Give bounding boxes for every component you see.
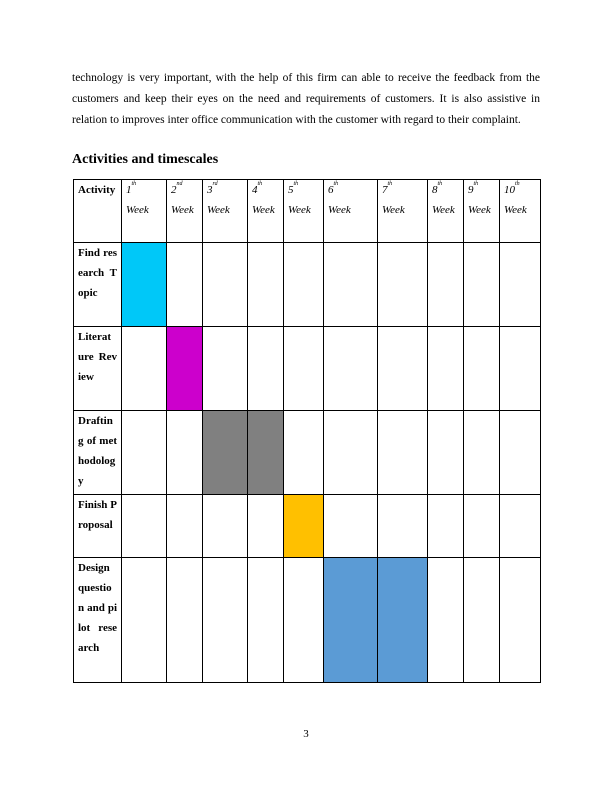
timeline-cell-week-4: [248, 327, 284, 411]
timeline-cell-week-8: [428, 327, 464, 411]
timeline-bar-week-1: [122, 243, 167, 327]
timeline-cell-week-8: [428, 558, 464, 683]
timeline-bar-week-6: [324, 558, 378, 683]
header-week-7: 7th Week: [378, 180, 428, 243]
header-week-2: 2nd Week: [167, 180, 203, 243]
timeline-cell-week-10: [500, 411, 541, 495]
timeline-bar-week-4: [248, 411, 284, 495]
timeline-cell-week-2: [167, 495, 203, 558]
timeline-cell-week-3: [203, 558, 248, 683]
timeline-cell-week-8: [428, 243, 464, 327]
header-week-8: 8th Week: [428, 180, 464, 243]
page-number: 3: [303, 728, 309, 740]
table-row: [74, 327, 541, 411]
activity-cell: Find research Topic: [74, 243, 122, 327]
table-header-row: [74, 180, 541, 243]
activity-cell: Finish Proposal: [74, 495, 122, 558]
timeline-bar-week-7: [378, 558, 428, 683]
timeline-cell-week-10: [500, 243, 541, 327]
timeline-cell-week-9: [464, 558, 500, 683]
timeline-bar-week-2: [167, 327, 203, 411]
table-row: [74, 411, 541, 495]
timeline-cell-week-5: [284, 558, 324, 683]
section-heading: Activities and timescales: [72, 152, 219, 167]
timeline-cell-week-2: [167, 243, 203, 327]
header-week-9: 9th Week: [464, 180, 500, 243]
timeline-cell-week-10: [500, 558, 541, 683]
timeline-cell-week-6: [324, 243, 378, 327]
header-week-3: 3rd Week: [203, 180, 248, 243]
timeline-cell-week-8: [428, 495, 464, 558]
timeline-cell-week-9: [464, 411, 500, 495]
table-row: [74, 558, 541, 683]
header-activity: Activity: [74, 180, 122, 243]
timeline-cell-week-1: [122, 327, 167, 411]
header-week-6: 6th Week: [324, 180, 378, 243]
activity-cell: Design question and pilot research: [74, 558, 122, 683]
timeline-cell-week-10: [500, 327, 541, 411]
header-week-4: 4th Week: [248, 180, 284, 243]
timeline-cell-week-1: [122, 411, 167, 495]
timeline-cell-week-4: [248, 495, 284, 558]
header-week-1: 1th Week: [122, 180, 167, 243]
timeline-cell-week-3: [203, 243, 248, 327]
header-week-10: 10th Week: [500, 180, 541, 243]
timeline-cell-week-6: [324, 327, 378, 411]
timeline-cell-week-3: [203, 495, 248, 558]
timeline-cell-week-2: [167, 558, 203, 683]
timeline-cell-week-4: [248, 243, 284, 327]
timeline-cell-week-10: [500, 495, 541, 558]
timeline-cell-week-1: [122, 495, 167, 558]
timeline-cell-week-7: [378, 411, 428, 495]
timeline-cell-week-3: [203, 327, 248, 411]
body-paragraph: technology is very important, with the help of this firm can able to receive the feedback from the customers and keep their eyes on the need and requirements of customers. It is also assistive in relation to improves inter office communication with the customer with regard to their complaint.: [72, 72, 540, 126]
timeline-bar-week-3: [203, 411, 248, 495]
timeline-cell-week-5: [284, 411, 324, 495]
timeline-cell-week-4: [248, 558, 284, 683]
timeline-cell-week-6: [324, 411, 378, 495]
timeline-cell-week-5: [284, 327, 324, 411]
activity-cell: Literature Review: [74, 327, 122, 411]
timeline-bar-week-5: [284, 495, 324, 558]
timeline-cell-week-7: [378, 327, 428, 411]
header-week-5: 5th Week: [284, 180, 324, 243]
timeline-cell-week-9: [464, 495, 500, 558]
activities-timescale-table: [73, 179, 541, 683]
timeline-cell-week-7: [378, 495, 428, 558]
timeline-cell-week-8: [428, 411, 464, 495]
timeline-cell-week-5: [284, 243, 324, 327]
table-row: [74, 495, 541, 558]
timeline-cell-week-9: [464, 243, 500, 327]
timeline-cell-week-9: [464, 327, 500, 411]
timeline-cell-week-2: [167, 411, 203, 495]
timeline-cell-week-1: [122, 558, 167, 683]
timeline-cell-week-7: [378, 243, 428, 327]
activity-cell: Drafting of methodology: [74, 411, 122, 495]
timeline-cell-week-6: [324, 495, 378, 558]
table-row: [74, 243, 541, 327]
